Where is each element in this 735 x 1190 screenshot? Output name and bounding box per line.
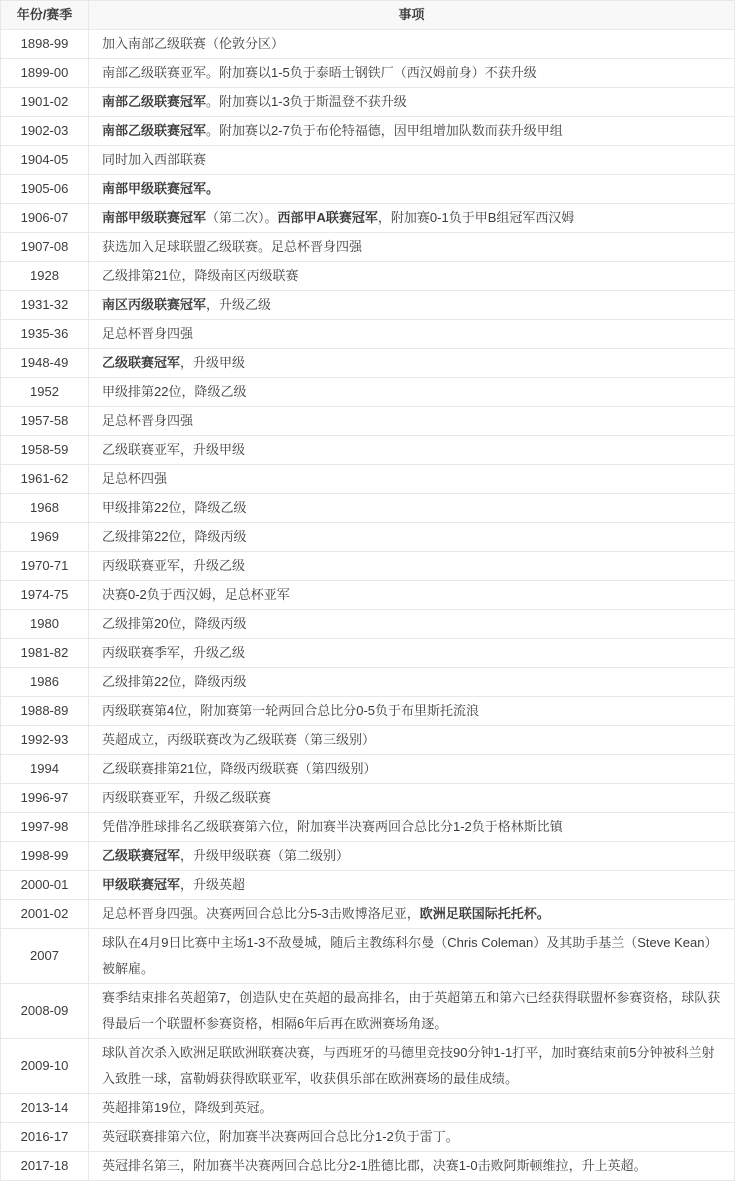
event-text: 丙级联赛季军，升级乙级 [102,645,246,660]
event-text-bold: 南部乙级联赛冠军 [102,94,207,109]
year-season-cell: 1997-98 [1,813,89,842]
event-cell [89,929,735,984]
event-cell [89,233,735,262]
year-season-cell: 1988-89 [1,697,89,726]
year-season-cell: 1996-97 [1,784,89,813]
table-row [1,494,735,523]
event-cell [89,1094,735,1123]
table-row [1,755,735,784]
event-cell [89,755,735,784]
event-cell [89,146,735,175]
event-text: 英冠联赛排第六位，附加赛半决赛两回合总比分1-2负于雷丁。 [102,1129,459,1144]
event-cell [89,1152,735,1181]
event-text-bold: 南部甲级联赛冠军 [102,210,207,225]
year-season-cell: 1902-03 [1,117,89,146]
table-row [1,842,735,871]
table-row [1,1152,735,1181]
event-cell [89,668,735,697]
table-row [1,378,735,407]
year-season-cell: 1994 [1,755,89,784]
year-season-cell: 2016-17 [1,1123,89,1152]
event-text: 凭借净胜球排名乙级联赛第六位，附加赛半决赛两回合总比分1-2负于格林斯比镇 [102,819,563,834]
table-row [1,204,735,233]
event-cell [89,349,735,378]
table-row [1,233,735,262]
year-season-cell: 2007 [1,929,89,984]
table-row [1,30,735,59]
event-text-bold: 甲级联赛冠军 [102,877,181,892]
event-text: 足总杯晋身四强。决赛两回合总比分5-3击败博洛尼亚， [102,906,420,921]
event-cell [89,465,735,494]
event-text: 足总杯晋身四强 [102,413,194,428]
year-season-cell: 1981-82 [1,639,89,668]
year-season-cell: 1907-08 [1,233,89,262]
year-season-cell: 1901-02 [1,88,89,117]
year-season-cell: 1958-59 [1,436,89,465]
event-cell [89,871,735,900]
year-season-cell: 1957-58 [1,407,89,436]
table-row [1,900,735,929]
year-season-cell: 2017-18 [1,1152,89,1181]
table-row [1,697,735,726]
table-row [1,1039,735,1094]
event-cell [89,378,735,407]
header-row [1,1,735,30]
table-row [1,175,735,204]
event-text: ，附加赛0-1负于甲B组冠军西汉姆 [377,210,575,225]
table-row [1,88,735,117]
table-row [1,581,735,610]
table-row [1,552,735,581]
event-text: 球队在4月9日比赛中主场1-3不敌曼城，随后主教练科尔曼（Chris Coleman）及其助手基兰（Steve Kean）被解雇。 [102,935,718,976]
table-row [1,407,735,436]
table-row [1,349,735,378]
event-cell [89,813,735,842]
event-text: 。附加赛以1-3负于斯温登不获升级 [206,94,407,109]
event-cell [89,494,735,523]
event-text: 获选加入足球联盟乙级联赛。足总杯晋身四强 [102,239,363,254]
table-row [1,871,735,900]
event-cell [89,291,735,320]
year-season-cell: 1961-62 [1,465,89,494]
event-text: 甲级排第22位，降级乙级 [102,500,247,515]
table-row [1,668,735,697]
event-text: 球队首次杀入欧洲足联欧洲联赛决赛，与西班牙的马德里竞技90分钟1-1打平，加时赛结束前5分钟被科兰射入致胜一球，富勒姆获得欧联亚军，收获俱乐部在欧洲赛场的最佳成绩。 [102,1045,715,1086]
event-text: 加入南部乙级联赛（伦敦分区） [102,36,285,51]
event-cell [89,581,735,610]
event-text: 乙级排第20位，降级丙级 [102,616,247,631]
year-season-cell: 1980 [1,610,89,639]
year-season-cell: 2001-02 [1,900,89,929]
table-row [1,465,735,494]
event-text: 同时加入西部联赛 [102,152,207,167]
table-row [1,784,735,813]
table-row [1,59,735,88]
event-cell [89,639,735,668]
year-season-cell: 2013-14 [1,1094,89,1123]
event-text-bold: 南部甲级联赛冠军。 [102,181,220,196]
year-season-cell: 1904-05 [1,146,89,175]
event-cell [89,320,735,349]
table-row [1,262,735,291]
year-season-cell: 1906-07 [1,204,89,233]
event-cell [89,900,735,929]
event-cell [89,610,735,639]
year-season-cell: 1928 [1,262,89,291]
event-text: ，升级甲级 [180,355,246,370]
year-season-cell: 1998-99 [1,842,89,871]
event-cell [89,1123,735,1152]
event-text: 乙级排第22位，降级丙级 [102,529,247,544]
event-cell [89,88,735,117]
year-season-cell: 1898-99 [1,30,89,59]
event-cell [89,984,735,1039]
table-row [1,436,735,465]
event-text-bold: 欧洲足联国际托托杯。 [419,906,550,921]
event-text: 甲级排第22位，降级乙级 [102,384,247,399]
year-season-cell: 2008-09 [1,984,89,1039]
event-cell [89,842,735,871]
table-row [1,984,735,1039]
event-text-bold: 乙级联赛冠军 [102,848,181,863]
year-season-cell: 1968 [1,494,89,523]
event-text: ，升级乙级 [206,297,272,312]
event-text: 足总杯晋身四强 [102,326,194,341]
table-row [1,813,735,842]
event-text: 乙级联赛亚军，升级甲级 [102,442,246,457]
table-row [1,1094,735,1123]
event-text: 足总杯四强 [102,471,168,486]
year-season-cell: 1974-75 [1,581,89,610]
year-season-cell: 1905-06 [1,175,89,204]
event-text: 乙级联赛排第21位，降级丙级联赛（第四级别） [102,761,377,776]
table-header [1,1,735,30]
table-row [1,523,735,552]
event-text: ，升级甲级联赛（第二级别） [180,848,350,863]
event-cell [89,523,735,552]
table-row [1,1123,735,1152]
event-cell [89,726,735,755]
year-season-cell: 1899-00 [1,59,89,88]
event-text: 决赛0-2负于西汉姆，足总杯亚军 [102,587,290,602]
event-text: （第二次）。 [206,210,278,225]
column-header-year-season: 年份/赛季 [1,1,89,30]
event-text: 。附加赛以2-7负于布伦特福德，因甲组增加队数而获升级甲组 [206,123,563,138]
event-cell [89,175,735,204]
event-cell [89,697,735,726]
event-text-bold: 西部甲A联赛冠军 [277,210,378,225]
year-season-cell: 2009-10 [1,1039,89,1094]
table-body [1,30,735,1181]
event-text-bold: 南区丙级联赛冠军 [102,297,207,312]
table-row [1,320,735,349]
table-row [1,117,735,146]
table-row [1,929,735,984]
year-season-cell: 1992-93 [1,726,89,755]
column-header-event: 事项 [89,1,735,30]
table-row [1,639,735,668]
table-row [1,726,735,755]
event-text: 丙级联赛亚军，升级乙级 [102,558,246,573]
year-season-cell: 1935-36 [1,320,89,349]
event-text: 英超排第19位，降级到英冠。 [102,1100,273,1115]
event-cell [89,117,735,146]
event-text: 乙级排第21位，降级南区丙级联赛 [102,268,299,283]
event-text: 英超成立，丙级联赛改为乙级联赛（第三级别） [102,732,376,747]
event-cell [89,30,735,59]
event-text: 英冠排名第三，附加赛半决赛两回合总比分2-1胜德比郡，决赛1-0击败阿斯顿维拉，升上英超。 [102,1158,647,1173]
table-row [1,610,735,639]
event-cell [89,1039,735,1094]
year-season-cell: 1931-32 [1,291,89,320]
year-season-cell: 2000-01 [1,871,89,900]
event-text: 南部乙级联赛亚军。附加赛以1-5负于泰晤士钢铁厂（西汉姆前身）不获升级 [102,65,537,80]
table-row [1,146,735,175]
event-text: 乙级排第22位，降级丙级 [102,674,247,689]
event-text-bold: 乙级联赛冠军 [102,355,181,370]
year-season-cell: 1948-49 [1,349,89,378]
event-text: 赛季结束排名英超第7，创造队史在英超的最高排名，由于英超第五和第六已经获得联盟杯参赛资格，球队获得最后一个联盟杯参赛资格，相隔6年后再在欧洲赛场角逐。 [102,990,721,1031]
event-cell [89,436,735,465]
event-cell [89,262,735,291]
event-cell [89,784,735,813]
event-cell [89,204,735,233]
year-season-cell: 1986 [1,668,89,697]
event-text: 丙级联赛亚军，升级乙级联赛 [102,790,272,805]
event-text-bold: 南部乙级联赛冠军 [102,123,207,138]
event-text: 丙级联赛第4位，附加赛第一轮两回合总比分0-5负于布里斯托流浪 [102,703,480,718]
event-cell [89,407,735,436]
event-text: ，升级英超 [180,877,246,892]
year-season-cell: 1970-71 [1,552,89,581]
year-season-cell: 1969 [1,523,89,552]
event-cell [89,552,735,581]
year-season-cell: 1952 [1,378,89,407]
event-cell [89,59,735,88]
table-row [1,291,735,320]
